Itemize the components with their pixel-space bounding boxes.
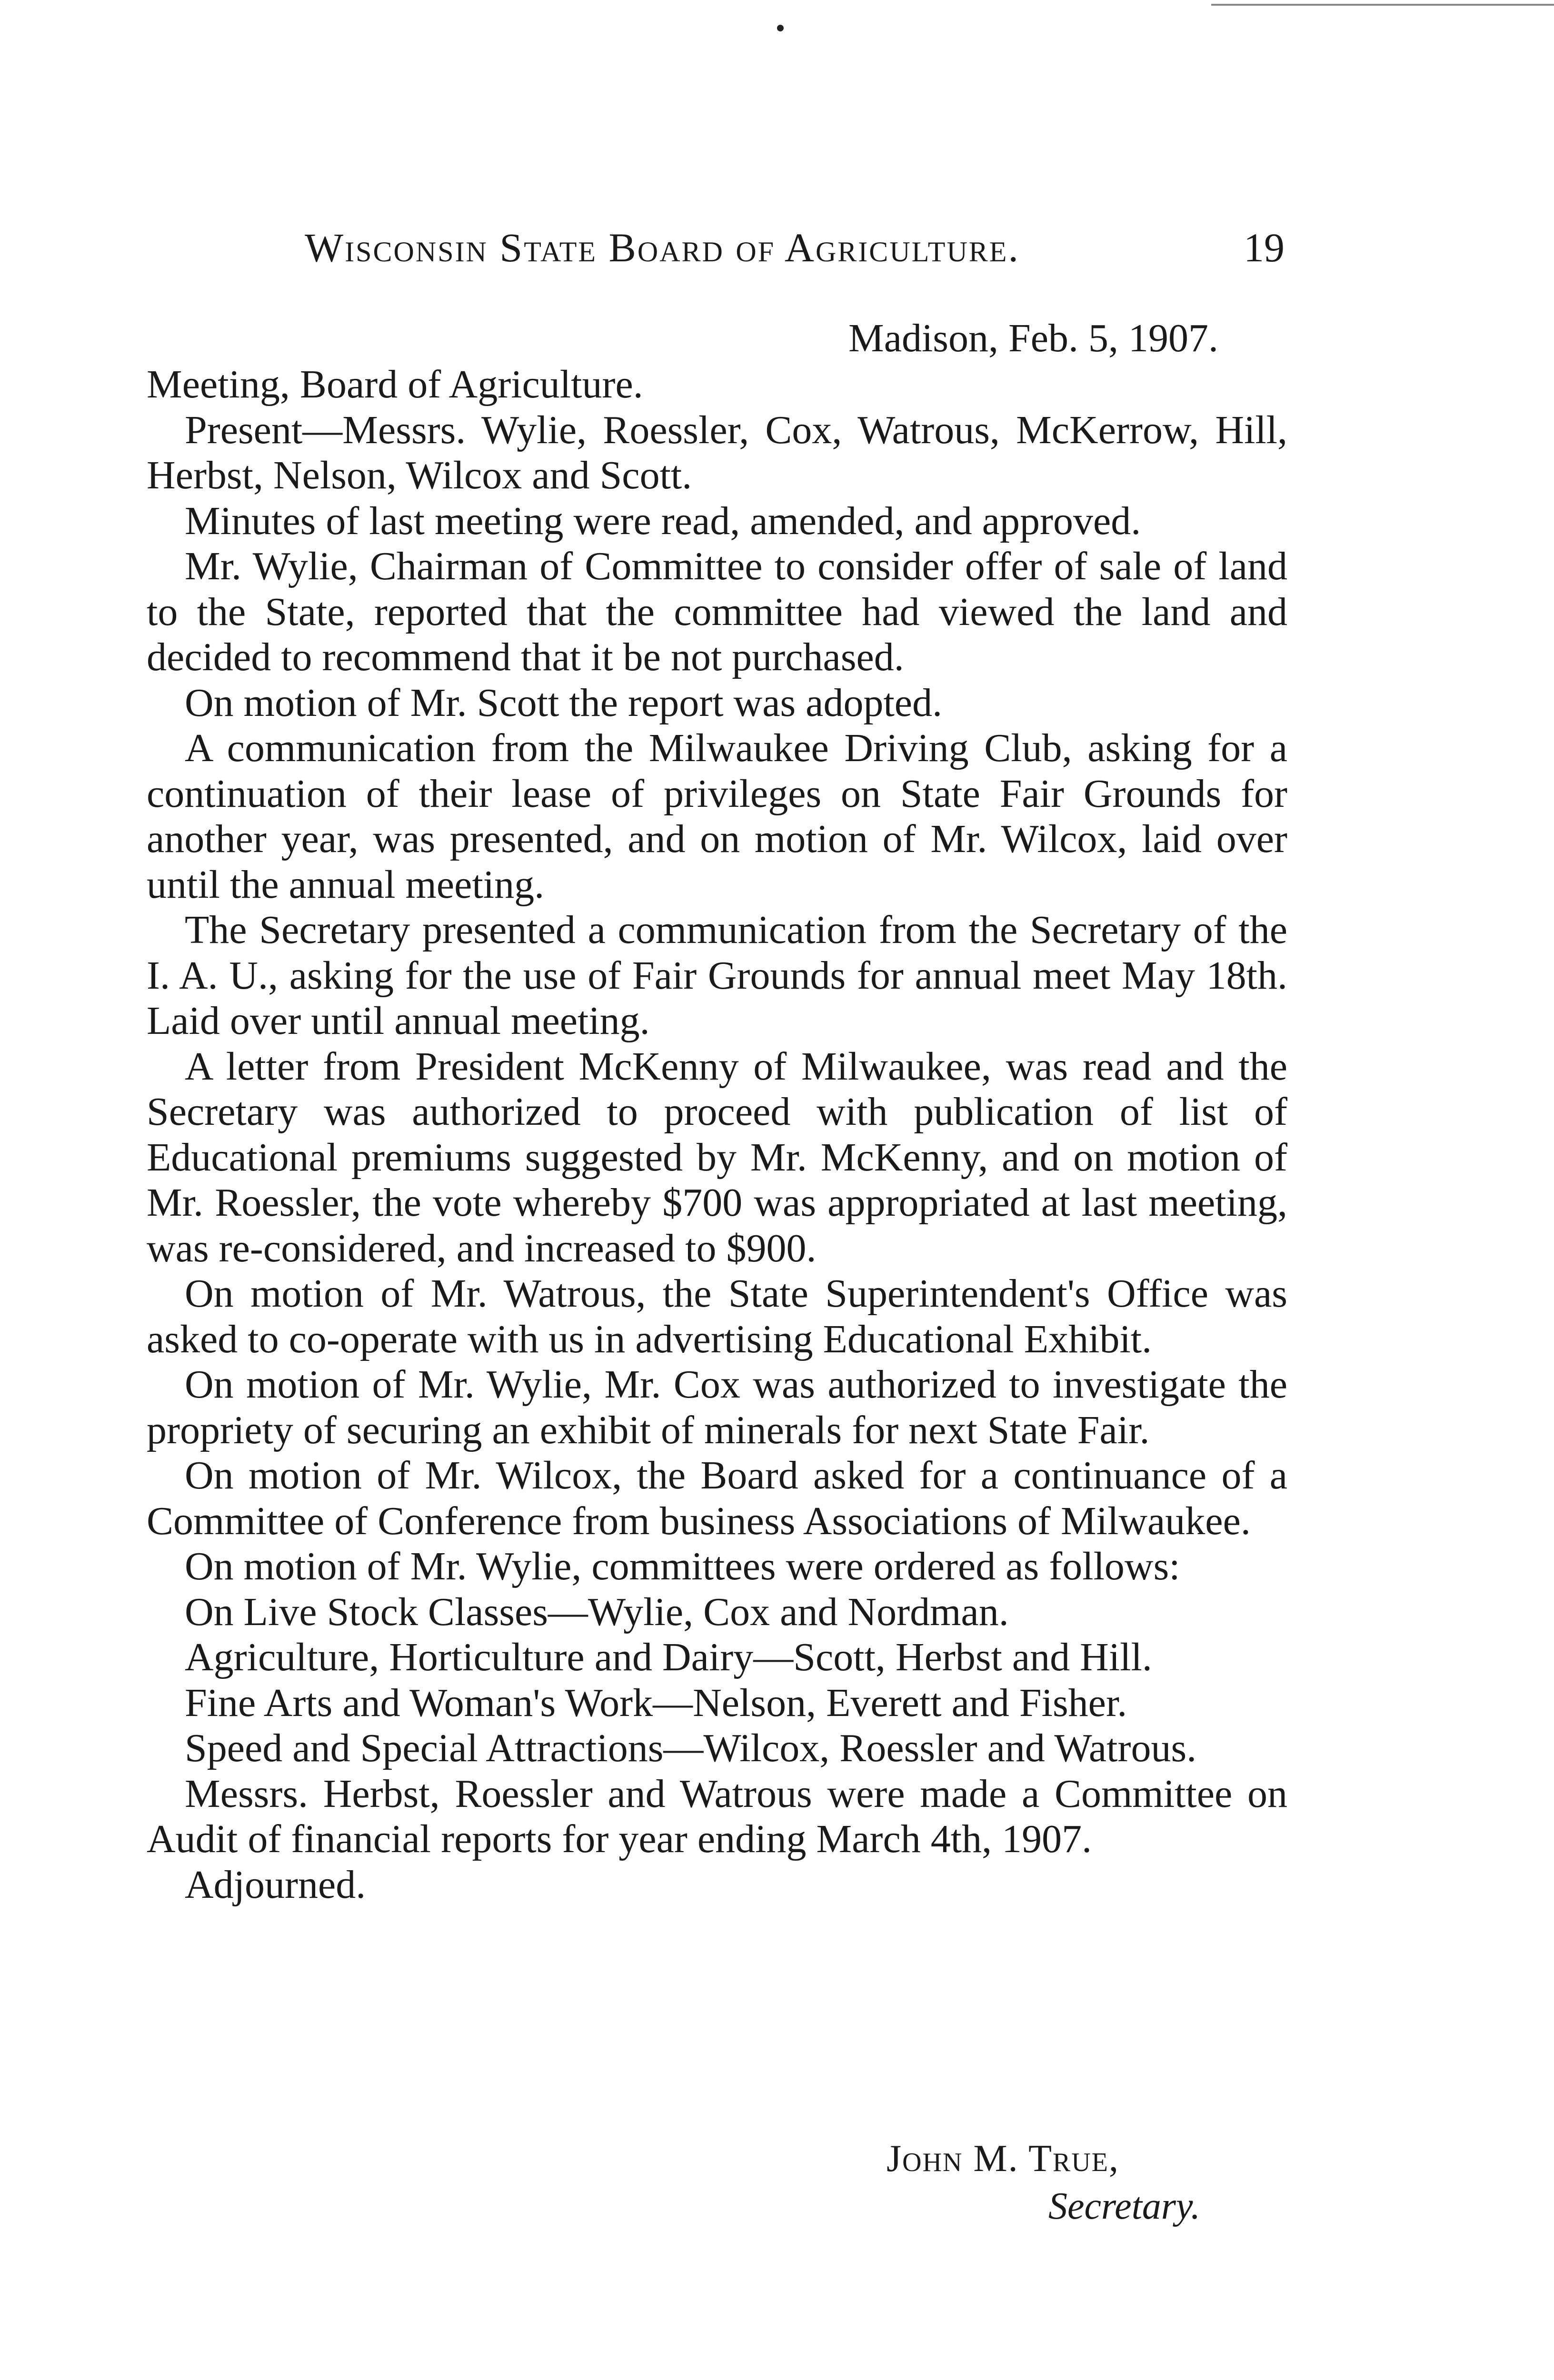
paragraph-adjourned: Adjourned. (185, 1862, 366, 1907)
paragraph-meeting-title: Meeting, Board of Agriculture. (147, 362, 643, 407)
paragraph-land-report: Mr. Wylie, Chairman of Committee to consider offer of sale of land to the State, reported that the committee had viewed the land and decided to recommend that it be not purchased. (147, 544, 1287, 679)
paragraph-agriculture: Agriculture, Horticulture and Dairy—Scott, Herbst and Hill. (185, 1635, 1152, 1679)
paragraph-present: Present—Messrs. Wylie, Roessler, Cox, Watrous, McKerrow, Hill, Herbst, Nelson, Wilcox and Scott. (147, 407, 1287, 497)
paragraph-educational-premiums: A letter from President McKenny of Milwaukee, was read and the Secretary was authorized to proceed with publication of list of Educational premiums suggested by Mr. McKenny, and on motion of Mr. Roessler, the vote whereby $700 was appropriated at last meeting, was re-considered, and increased to $900. (147, 1044, 1287, 1270)
paragraph-iau-request: The Secretary presented a communication from the Secretary of the I. A. U., asking for the use of Fair Grounds for annual meet May 18th. Laid over until annual meeting. (147, 908, 1287, 1043)
paragraph-conference-committee: On motion of Mr. Wilcox, the Board asked for a continuance of a Committee of Conference from business Associations of Milwaukee. (147, 1453, 1287, 1543)
print-mark (777, 25, 784, 31)
paragraph-minutes: Minutes of last meeting were read, amended, and approved. (185, 498, 1141, 543)
signatory-name: John M. True, (887, 2138, 1120, 2180)
signature-block (887, 2135, 1200, 2230)
signatory-title: Secretary. (1048, 2185, 1201, 2227)
paragraph-fine-arts: Fine Arts and Woman's Work—Nelson, Everett and Fisher. (185, 1680, 1127, 1725)
page-number: 19 (1244, 225, 1285, 270)
paragraph-report-adopted: On motion of Mr. Scott the report was adopted. (185, 680, 943, 725)
minutes-body (147, 362, 1287, 1907)
top-edge-rule (1211, 4, 1554, 6)
paragraph-live-stock: On Live Stock Classes—Wylie, Cox and Nordman. (185, 1589, 1009, 1634)
paragraph-minerals-exhibit: On motion of Mr. Wylie, Mr. Cox was authorized to investigate the propriety of securing an exhibit of minerals for next State Fair. (147, 1362, 1287, 1452)
running-head: Wisconsin State Board of Agriculture. (305, 225, 1020, 270)
paragraph-driving-club: A communication from the Milwaukee Driving Club, asking for a continuation of their lease of privileges on State Fair Grounds for another year, was presented, and on motion of Mr. Wilcox, laid over until the annual meeting. (147, 726, 1287, 907)
dateline: Madison, Feb. 5, 1907. (848, 316, 1218, 360)
paragraph-speed-attractions: Speed and Special Attractions—Wilcox, Roessler and Watrous. (185, 1726, 1197, 1770)
paragraph-committees-ordered: On motion of Mr. Wylie, committees were ordered as follows: (185, 1544, 1180, 1588)
paragraph-superintendent: On motion of Mr. Watrous, the State Superintendent's Office was asked to co-operate with us in advertising Educational Exhibit. (147, 1271, 1287, 1361)
paragraph-audit-committee: Messrs. Herbst, Roessler and Watrous were made a Committee on Audit of financial reports for year ending March 4th, 1907. (147, 1771, 1287, 1861)
